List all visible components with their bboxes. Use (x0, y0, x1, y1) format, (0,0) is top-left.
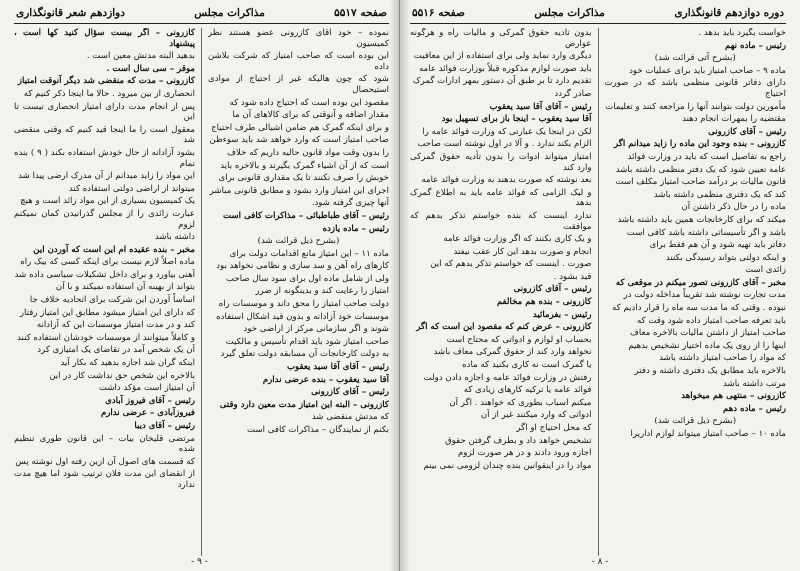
text-line: شود که چون هالیکه غیر از احتیاج از موادی استیحصال (208, 74, 389, 95)
text-line: از انقضای این مدت فلان ترتیب شود اما هیچ مدت ندارد (14, 469, 195, 490)
header-session: دوازدهم شعر قانونگذاری (16, 7, 125, 19)
text-line: نبوده . وقتی که ما مدت سه ماه را قرار دادیم که (612, 303, 786, 314)
text-line: اساساً آوردن این شرکت برای اتحادیه خلاف جا (29, 295, 195, 306)
text-line: این بوده است که صاحب امتیاز که شرکت بلاشن داده (208, 51, 389, 72)
text-line: باید صورت لوازم مذکوره قبلاً بوزارت فوائد عامه (419, 63, 592, 74)
text-line: و لیک الزامی که فوائد عامه باید به اطلاع گمرک بدهد (410, 187, 592, 209)
header-page-number: صفحه ۵۵۱۷ (334, 7, 387, 19)
text-line: ماده ۱۰ – صاحب امتیاز میتواند لوازم اداریرا (630, 429, 786, 439)
text-line: ندارد اینست که بنده خواستم تذکر بدهم که موافقت (410, 210, 592, 232)
text-line: موقر – سی سال است . (106, 63, 195, 74)
text-line: امتیاز را رعایت کند و بدینگونه از ضرر (255, 286, 389, 297)
text-line: مرتضی قلیخان بیات – این قانون طوری تنظیم شده (14, 433, 195, 455)
text-line: لکن در اینجا یک عبارتی که وزارت فوائد عامه را (422, 126, 592, 137)
text-line: که مواد را صاحب امتیاز داشته باشد (659, 353, 786, 364)
text-line: معقول است را ما اینجا قید کنیم که وقتی منقضی شد (14, 124, 195, 146)
text-line: مواد را در اینقوانین بنده چندان لزومی نمی بینم (423, 460, 592, 471)
text-line: عامه تعیین شود که یک دفتر منظمی داشته باشد (615, 164, 786, 175)
text-line: که قسمت های اصول آن ازین رفته اول نوشته پس (15, 456, 195, 467)
text-line: کازرونی – البته این امتیاز مدت معین دارد وقتی (219, 399, 389, 410)
text-line: عبارت زائدی را از مجلس گذرانیدن کمان نمیکنم لزوم (14, 208, 195, 230)
text-line: رئیس – آقای کازرونی (311, 387, 389, 398)
text-line: باشد و اگر تأسیساتی داشته باشد کافی است (626, 227, 786, 238)
text-line: اینها را از روی یک ماده اختیار تشخیص بدهیم (628, 340, 786, 351)
text-line: بتواند از بهینه آن استفاده نمیکند و با آن (55, 282, 195, 293)
page-gutter-shadow (389, 0, 399, 571)
text-line: آن یک شخص آمد در تقاضای یک امتیازی کرد (37, 345, 195, 356)
text-line: پس از انجام مدت دارای امتیاز انحصاری نیست تا این (14, 101, 195, 123)
text-line: آهنی بیاورد و برای داخل تشکیلات سیاسی داده شد (14, 269, 195, 280)
page-5516 (400, 0, 800, 571)
text-line: انجام و صورت بدهد این کار عقب نیفتد (453, 246, 592, 257)
text-line: یک کمیسیون بسیاری از این مواد زائد است و هیچ (20, 196, 195, 207)
text-line: میکند که برای کارخانجات همین باید داشته باشد (617, 214, 786, 225)
text-line: مقتضیه را بمهرات انجام دهند (682, 114, 786, 125)
text-line: ماده را در حال ذکر داشتن آن (681, 202, 786, 213)
text-line: مرتب داشته باشد (723, 378, 786, 389)
text-line: داشته باشد (154, 232, 195, 243)
text-line: موسسات خود آزادانه و بدون قید اشکال استفاده (216, 311, 389, 322)
text-line: بالاخره باید مطابق یک دفتری داشته و دفتر (634, 366, 786, 377)
text-line: کازرونی – مدت که منقضی شد دیگر آنوقت امتیاز (17, 76, 195, 87)
text-line: میتواند از اراضی دولتی استفاده کند (68, 183, 195, 194)
text-line: است که از آن اشیاء گمرک بگیرند و بالاخره باید (220, 160, 389, 171)
text-line: انحصاری از بین میرود . حالا ما اینجا ذکر کنیم که (23, 88, 195, 99)
text-line: بکنم از نمایندگان – مذاکرات کافی است (247, 425, 389, 435)
text-line: رئیس – آقای آقا سید یعقوب (489, 101, 592, 112)
text-line: ماده اصلاً لازم نیست برای اینکه کسی که بیک راه (20, 257, 195, 268)
page-footer-number: - ۹ - (191, 557, 208, 567)
text-line: کارهای راه آهن و سد سازی و نظامی نخواهد بود (216, 261, 389, 272)
text-line: رئیس – آقای طباطبائی – مذاکرات کافی است (223, 210, 389, 221)
text-line: تقدیم دارد تا بر طبق آن دستور بمهر ادارات گمرک (412, 76, 592, 87)
text-line: صاحب امتیاز شود باید اقدام تأسیس و مالکیت (225, 336, 389, 347)
text-line: خواست بگیرد باید بدهد . (698, 28, 786, 38)
text-line: بحساب او لوازم و ادواتی که محتاج است (446, 334, 592, 345)
text-line: کازرونی – اگر بیست سؤال کنید کها است ، پیشنهاد (14, 28, 195, 49)
text-line: بشود آزادانه از حال خودش استفاده بکند ( ۹ ) بنده تمام (14, 147, 195, 169)
text-line: نموده – خود آقای کازرونی عضو هستند نظر کمیسیون (208, 28, 389, 49)
text-line: ماده ۹ – صاحب امتیاز باید برای عملیات خود (629, 65, 786, 76)
text-line: و اینکه دولتی بتواند رسیدگی بکنند (665, 252, 786, 263)
text-line: یا گمرک است نه کاری بکنید که ماده (462, 360, 592, 371)
text-line: اجرای این امتیاز وارد بشود و مطابق قانونی مباشر (209, 185, 389, 196)
text-line: امتیاز میتواند ادوات را بدون تأدیه حقوق گمرکی وارد کند (410, 151, 592, 173)
text-line: رئیس – آقای فیروز آبادی (105, 395, 195, 406)
text-line: صاحب امتیاز است که وارد خواهد شد باید سوءظن (209, 135, 389, 146)
text-line: کند که یک دفتری منظمی داشته باشد (653, 189, 786, 200)
text-line: صاحب امتیاز از داشتن مالیات بالاخره معاف (630, 328, 786, 339)
text-line: صادر گردد (554, 88, 592, 99)
text-line: میکنم اسباب بطوری که خواهند . اگر آن (449, 397, 592, 408)
text-line: الزام بکند ندارد . و آلا در اول نوشته است صاحب (417, 139, 592, 150)
text-line: و کاملاً میتوانند از موسسات خودشان استفاده کنند (17, 332, 195, 343)
text-line: مدت تجارت نوشته شد تقریباً مداخله دولت در (623, 290, 786, 301)
text-line: فیروزآبادی – عرضی ندارم (100, 408, 195, 419)
text-column-right (605, 28, 787, 556)
page-footer-number: - ۸ - (591, 557, 609, 567)
text-line: مخبر – آقای کازرونی تصور میکنم در موقعی که (615, 277, 786, 288)
text-line: رئیس – آقای کازرونی (513, 284, 592, 295)
text-line: زائدی است (745, 265, 786, 276)
text-line: آنها چیزی گرفته شود. (311, 198, 389, 209)
text-line: شوند و اگر سازمانی مرکز از اراضی خود (243, 324, 389, 335)
text-line: به دولت کارخانجات آن مسابقه دولت تعلق گیرد (220, 349, 389, 360)
text-line: فوائد عامه یا ترکیه کارهای زیادی که (463, 385, 592, 396)
text-line: (بشرح ذیل قرائت شد) (257, 236, 340, 247)
text-line: رئیس – ماده یازده (322, 223, 389, 234)
text-line: را بدون وقت مواد قانون حالیه داریم که خلاف (227, 147, 389, 158)
text-line: که محل احتیاج او اگر (516, 423, 592, 433)
text-line: خوبش را صرف نکنند تا یک مقداری قانونی برای (218, 173, 389, 184)
text-line: بعد نوشته که صورت بدهند به وزارت فوائد عامه (421, 175, 592, 186)
text-line: ولی از شامل ماده اول برای سود سال صاحب (225, 273, 389, 284)
text-line: نخواهد وارد کند از حقوق گمرکی معاف باشد (433, 347, 592, 358)
text-line: تشخیص خواهد داد و بطرف گرفتن حقوق (445, 435, 592, 446)
text-line: کازرونی – بنده هم مخالفم (496, 297, 592, 308)
text-line: رئیس – آقای دیبا (134, 421, 195, 431)
page-header (410, 6, 786, 24)
text-line: (بشرح آتی قرائت شد) (654, 53, 736, 64)
text-line: و برای اینکه گمرک هم ضامن اشیالی طرف احتیاج (211, 122, 389, 133)
text-line: رئیس – ماده نهم (725, 40, 786, 51)
text-columns (410, 28, 786, 556)
text-line: ادواتی که وارد میکنند غیر از آن (480, 410, 592, 421)
text-line: اینکه گران شد اجازه بدهید که بکار آید (60, 358, 195, 369)
text-line: باید تعرفه صاحب امتیاز داده شود وقت که (636, 315, 786, 326)
text-line: کازرونی – بنده وجود این ماده را زاید میدانم اگر (614, 139, 786, 150)
text-line: صورت . اینست که خواستم تذکر بدهم که این (430, 259, 592, 270)
text-line: قید بشود . (553, 271, 592, 282)
text-line: مخبر – بنده عقیده ام این است که آوردن این (33, 244, 195, 255)
text-column-left (410, 28, 592, 556)
header-page-number: صفحه ۵۵۱۶ (412, 7, 465, 19)
text-line: کازرونی – عرض کنم که مقصود این است که اگر (416, 322, 592, 333)
text-line: بدهید البته مدتش معین است . (86, 51, 195, 62)
page-gutter-shadow (400, 0, 410, 571)
text-line: که دارای این امتیاز میشود مطابق این امتیاز رفتار (19, 307, 195, 318)
text-column-left (14, 28, 195, 556)
text-line: قانون مالیات بر درآمد صاحب امتیاز مکلف است (615, 177, 786, 188)
text-line: مقدار اضافه و آنوقتی که برای کالاهای آن ما (232, 110, 389, 121)
text-line: اجازه ورود دادند و در هر صورت لزوم (457, 448, 592, 459)
text-line: آن امتیاز است مؤکد داشت (98, 383, 195, 394)
text-line: رئیس – بفرمائید (532, 309, 592, 320)
column-divider (201, 28, 202, 556)
text-line: آقا سید یعقوب – بنده عرضی ندارم (262, 374, 389, 385)
header-session: دوره دوازدهم قانونگذاری (674, 7, 784, 19)
header-title: مذاکرات مجلس (534, 7, 605, 19)
text-line: کازرونی – منتهی هم میخواهد (681, 391, 786, 402)
text-line: رئیس – آقای آقا سید یعقوب (286, 362, 389, 373)
page-header (14, 6, 389, 24)
text-line: دارای دفاتر قانونی منظمی باشد که در صورت احتیاج (604, 78, 786, 99)
text-line: کند و در مدت امتیاز موسسات این که آزادانه (36, 320, 195, 331)
text-line: ماده ۱۱ – این امتیاز مانع اقدامات دولت برای (229, 248, 389, 259)
text-line: که مدتش منقضی شد (311, 412, 389, 423)
text-line: مقصود این بوده است که احتیاج داده شود که (229, 97, 389, 108)
text-line: بالاخره این شخص حق نداشت کار در این (49, 370, 195, 381)
text-line: دفاتر باید تهیه شود و آن هم فقط برای (649, 240, 786, 251)
text-line: و یک کاری بکنند که اگر وزارت فوائد عامه (443, 234, 592, 245)
text-line: رئیس – آقای کازرونی (708, 126, 786, 137)
column-divider (598, 28, 599, 556)
text-line: مأمورین دولت بتوانند آنها را مراجعه کنند و تعلیمات (605, 101, 786, 112)
text-line: این مواد را زاید میدانم از آن مدرک ارضی پیدا شد (18, 171, 195, 182)
text-line: راجع به تفاصیل است که باید در وزارت فوائد (627, 151, 786, 162)
text-line: بدون تأدیه حقوق گمرکی و مالیات راه و هرگونه عوارض (410, 28, 592, 49)
text-column-right (208, 28, 389, 556)
text-line: (بشرح ذیل قرائت شد) (654, 416, 737, 427)
header-title: مذاکرات مجلس (194, 7, 265, 19)
text-columns (14, 28, 389, 556)
text-line: دولت صاحب امتیاز را محق داند و موسسات راه (218, 299, 389, 310)
text-line: رفتش در وزارت فوائد عامه و اجازه دادن دولت (423, 372, 592, 383)
text-line: آقا سید یعقوب – اینجا باز برای تسهیل بود (441, 114, 592, 125)
text-line: رئیس – ماده دهم (723, 403, 786, 414)
text-line: دیگری وارد نماید ولی برای استفاده از این معافیت (413, 51, 592, 62)
